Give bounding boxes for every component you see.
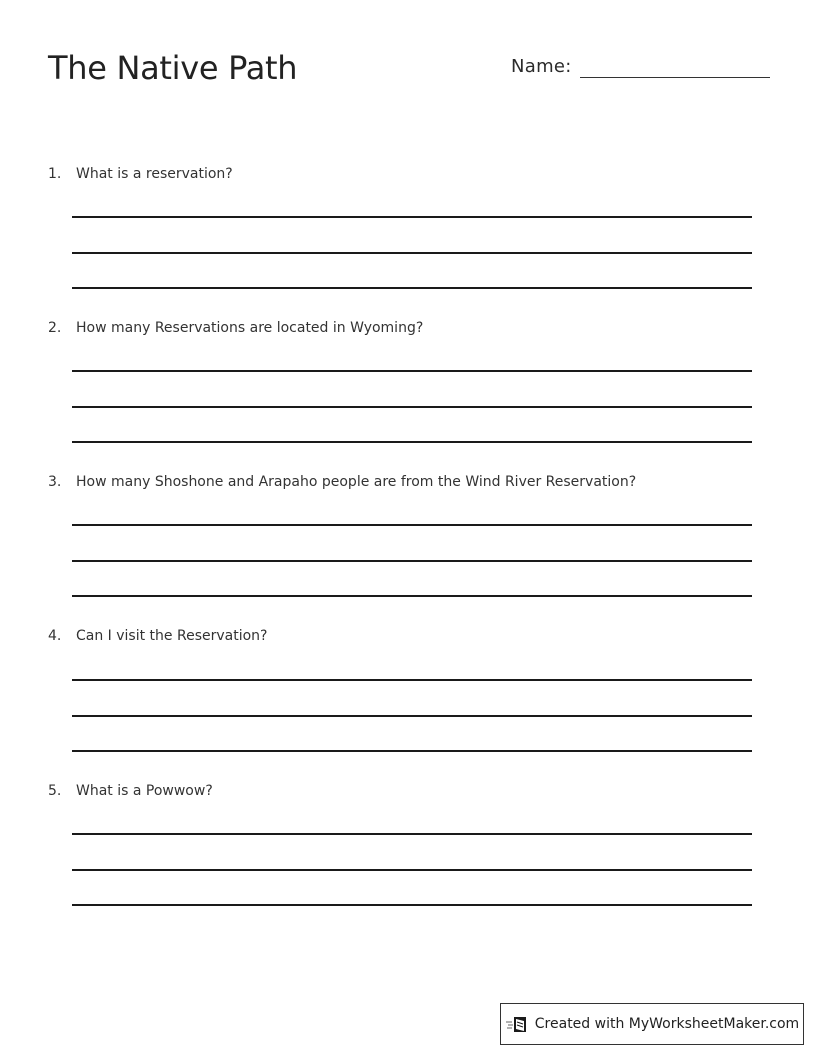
created-with-badge[interactable] — [500, 1003, 804, 1045]
question-number: 4. — [48, 628, 62, 644]
answer-line[interactable] — [72, 715, 752, 717]
answer-line[interactable] — [72, 679, 752, 681]
question-1 — [48, 165, 768, 183]
answer-line[interactable] — [72, 904, 752, 906]
answer-line[interactable] — [72, 524, 752, 526]
question-number: 5. — [48, 783, 62, 799]
answer-line[interactable] — [72, 216, 752, 218]
name-label: Name: — [511, 56, 572, 77]
footer-text: Created with MyWorksheetMaker.com — [534, 1016, 800, 1032]
question-text: Can I visit the Reservation? — [76, 628, 268, 644]
name-field-group — [511, 52, 770, 78]
name-input[interactable] — [580, 53, 770, 78]
answer-line[interactable] — [72, 750, 752, 752]
worksheet-title: The Native Path — [48, 49, 298, 87]
question-text: What is a reservation? — [76, 166, 233, 182]
answer-line[interactable] — [72, 560, 752, 562]
answer-line[interactable] — [72, 869, 752, 871]
answer-line[interactable] — [72, 287, 752, 289]
answer-line[interactable] — [72, 370, 752, 372]
question-text: How many Reservations are located in Wyoming? — [76, 320, 424, 336]
question-text: How many Shoshone and Arapaho people are from the Wind River Reservation? — [76, 474, 637, 490]
question-number: 2. — [48, 320, 62, 336]
worksheet-logo-icon — [505, 1014, 529, 1034]
answer-line[interactable] — [72, 441, 752, 443]
question-4 — [48, 627, 768, 645]
question-number: 1. — [48, 166, 62, 182]
answer-line[interactable] — [72, 595, 752, 597]
answer-line[interactable] — [72, 833, 752, 835]
question-number: 3. — [48, 474, 62, 490]
question-text: What is a Powwow? — [76, 783, 213, 799]
question-5 — [48, 782, 768, 800]
answer-line[interactable] — [72, 252, 752, 254]
question-3 — [48, 473, 768, 491]
question-2 — [48, 319, 768, 337]
answer-line[interactable] — [72, 406, 752, 408]
